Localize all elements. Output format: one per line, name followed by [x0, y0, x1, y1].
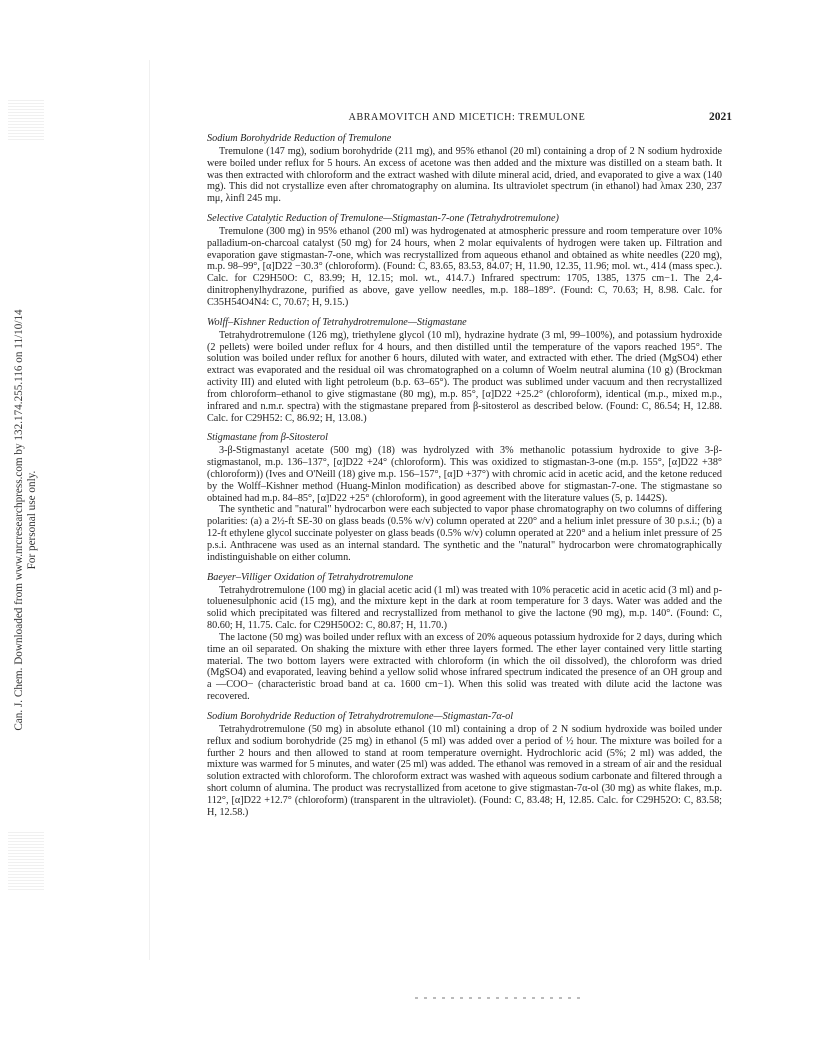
section-wolff-kishner [207, 317, 722, 425]
section-title: Stigmastane from β-Sitosterol [207, 432, 328, 444]
section-title: Sodium Borohydride Reduction of Tetrahydrotremulone—Stigmastan-7α-ol [207, 710, 514, 722]
section-stigmastane-sitosterol [207, 432, 722, 563]
section-title: Baeyer–Villiger Oxidation of Tetrahydrotremulone [207, 571, 414, 583]
section-borohydride-tremulone [207, 133, 722, 205]
download-watermark [2, 140, 50, 900]
section-catalytic-reduction [207, 213, 722, 309]
article-body [207, 133, 722, 827]
section-baeyer-villiger [207, 572, 722, 703]
paragraph: Tetrahydrotremulone (50 mg) in absolute ethanol (10 ml) containing a drop of 2 N sodium hydroxide was boiled under reflux and sodium borohydride (25 mg) in ethanol (5 ml) was added over a period of ½ hour. The mixture was boiled for a further 2 hours and then allowed to stand at room temperature overnight. Hydrochloric acid (5%; 2 ml) was added, the mixture was warmed for 5 minutes, and water (25 ml) was added. The ethanol was removed in a stream of air and the residual solution extracted with chloroform. The chloroform extract was washed with aqueous sodium carbonate and filtered through a short column of alumina. The product was recrystallized from acetone to give stigmastan-7α-ol (30 mg) as white flakes, m.p. 112°, [α]D22 +12.7° (chloroform) (transparent in the ultraviolet). (Found: C, 83.48; H, 12.85. Calc. for C29H52O: C, 83.58; H, 12.58.) [207, 723, 722, 818]
paragraph: 3-β-Stigmastanyl acetate (500 mg) (18) was hydrolyzed with 3% methanolic potassium hydroxide to give 3-β-stigmastanol, m.p. 136–137°, [α]D22 +24° (chloroform). This was oxidized to stigmastan-3-one (m.p. 155°, [α]D22 +38° (chloroform)) (Ives and O'Neill (18) give m.p. 156–157°, [α]D +37°) with chromic acid in acetic acid, and the ketone reduced by the Wolff–Kishner method (Huang-Minlon modification) as described above for stigmastan-7-one. The stigmastane so obtained had m.p. 84–85°, [α]D22 +25° (chloroform), in good agreement with the literature values (5, p. 1442S). [207, 445, 722, 504]
download-source-line: Can. J. Chem. Downloaded from www.nrcresearchpress.com by 132.174.255.116 on 11/10/14 [13, 309, 25, 731]
section-title: Selective Catalytic Reduction of Tremulone—Stigmastan-7-one (Tetrahydrotremulone) [207, 213, 559, 225]
personal-use-line: For personal use only. [26, 470, 38, 570]
section-title: Sodium Borohydride Reduction of Tremulone [207, 133, 392, 144]
paragraph: The synthetic and "natural" hydrocarbon were each subjected to vapor phase chromatography on two columns of differing polarities: (a) a 2½-ft SE-30 on glass beads (0.5% w/v) column operated at 220° and a helium inlet pressure of 30 p.s.i.; (b) a 12-ft ethylene glycol succinate polyester on glass beads (0.5% w/v) column operated at 220° and a helium inlet pressure of 25 p.s.i. Anthracene was used as an internal standard. The synthetic and the "natural" hydrocarbon were chromatographically indistinguishable on either column. [207, 504, 722, 563]
page-number: 2021 [709, 111, 732, 123]
paragraph: The lactone (50 mg) was boiled under reflux with an excess of 20% aqueous potassium hydroxide for 2 days, during which time an oil separated. On shaking the mixture with ether three layers formed. The ether layer contained very little starting material. The two bottom layers were extracted with chloroform (in which the oil dissolved), the chloroform was dried (MgSO4) and evaporated, leaving behind a yellow solid whose infrared spectrum indicated the presence of an OH group and a —COO− (characteristic broad band at ca. 1600 cm−1). When this solid was treated with dilute acid the lactone was recovered. [207, 631, 722, 703]
scan-footer-artifact [415, 997, 585, 999]
download-notice [13, 309, 39, 730]
gutter-shadow [149, 60, 150, 960]
scan-artifact [8, 100, 44, 140]
paragraph: Tremulone (147 mg), sodium borohydride (211 mg), and 95% ethanol (20 ml) containing a drop of 2 N sodium hydroxide were boiled under reflux for 5 hours. An excess of acetone was then added and the mixture was distilled on a steam bath. It was then extracted with chloroform and the extract washed with dilute mineral acid, dried, and evaporated to give a wax (140 mg). This did not crystallize even after chromatography on alumina. Its ultraviolet spectrum (in ethanol) had λmax 230, 237 mμ, λinfl 245 mμ. [207, 145, 722, 205]
paragraph: Tremulone (300 mg) in 95% ethanol (200 ml) was hydrogenated at atmospheric pressure and room temperature over 10% palladium-on-charcoal catalyst (50 mg) for 24 hours, when 2 molar equivalents of hydrogen were taken up. Filtration and evaporation gave stigmastan-7-one, which was recrystallized from aqueous ethanol and obtained as white needles (220 mg), m.p. 98–99°, [α]D22 −30.3° (chloroform). (Found: C, 83.65, 83.53, 84.07; H, 11.90, 12.35, 11.96; mol. wt., 414 (mass spec.). Calc. for C29H50O: C, 83.99; H, 12.15; mol. wt., 414.7.) Infrared spectrum: 1705, 1385, 1375 cm−1. The 2,4-dinitrophenylhydrazone, purified as above, gave yellow needles, m.p. 188–189°. (Found: C, 70.63; H, 8.98. Calc. for C35H54O4N4: C, 70.67; H, 9.15.) [207, 225, 722, 308]
scan-artifact [8, 830, 44, 890]
paragraph: Tetrahydrotremulone (100 mg) in glacial acetic acid (1 ml) was treated with 10% peracetic acid in acetic acid (3 ml) and p-toluenesulphonic acid (15 mg), and the mixture kept in the dark at room temperature for 3 days. Water was added and the solid which precipitated was filtered and recrystallized from methanol to give the lactone (90 mg), m.p. 140°. (Found: C, 80.60; H, 11.75. Calc. for C29H50O2: C, 80.87; H, 11.70.) [207, 584, 722, 632]
section-borohydride-tetrahydrotremulone [207, 711, 722, 819]
running-head: ABRAMOVITCH AND MICETICH: TREMULONE [348, 112, 586, 123]
page-header [207, 111, 732, 128]
paragraph: Tetrahydrotremulone (126 mg), triethylene glycol (10 ml), hydrazine hydrate (3 ml, 99–100%), and potassium hydroxide (2 pellets) were boiled under reflux for 4 hours, and then distilled until the temperature of the vapors reached 195°. The solution was boiled under reflux for another 6 hours, diluted with water, and extracted with ether. The dried (MgSO4) ether extract was evaporated and the residual oil was chromatographed on a column of Woelm neutral alumina (10 g) (Brockman activity III) and eluted with light petroleum (b.p. 63–65°). The product was sublimed under vacuum and then recrystallized from chloroform–ethanol to give stigmastane (80 mg), m.p. 85°, [α]D22 +25.2° (chloroform), identical (m.p., mixed m.p., infrared and n.m.r. spectra) with the stigmastane prepared from β-sitosterol as described below. (Found: C, 86.54; H, 12.88. Calc. for C29H52: C, 86.92; H, 13.08.) [207, 329, 722, 424]
section-title: Wolff–Kishner Reduction of Tetrahydrotremulone—Stigmastane [207, 316, 467, 328]
